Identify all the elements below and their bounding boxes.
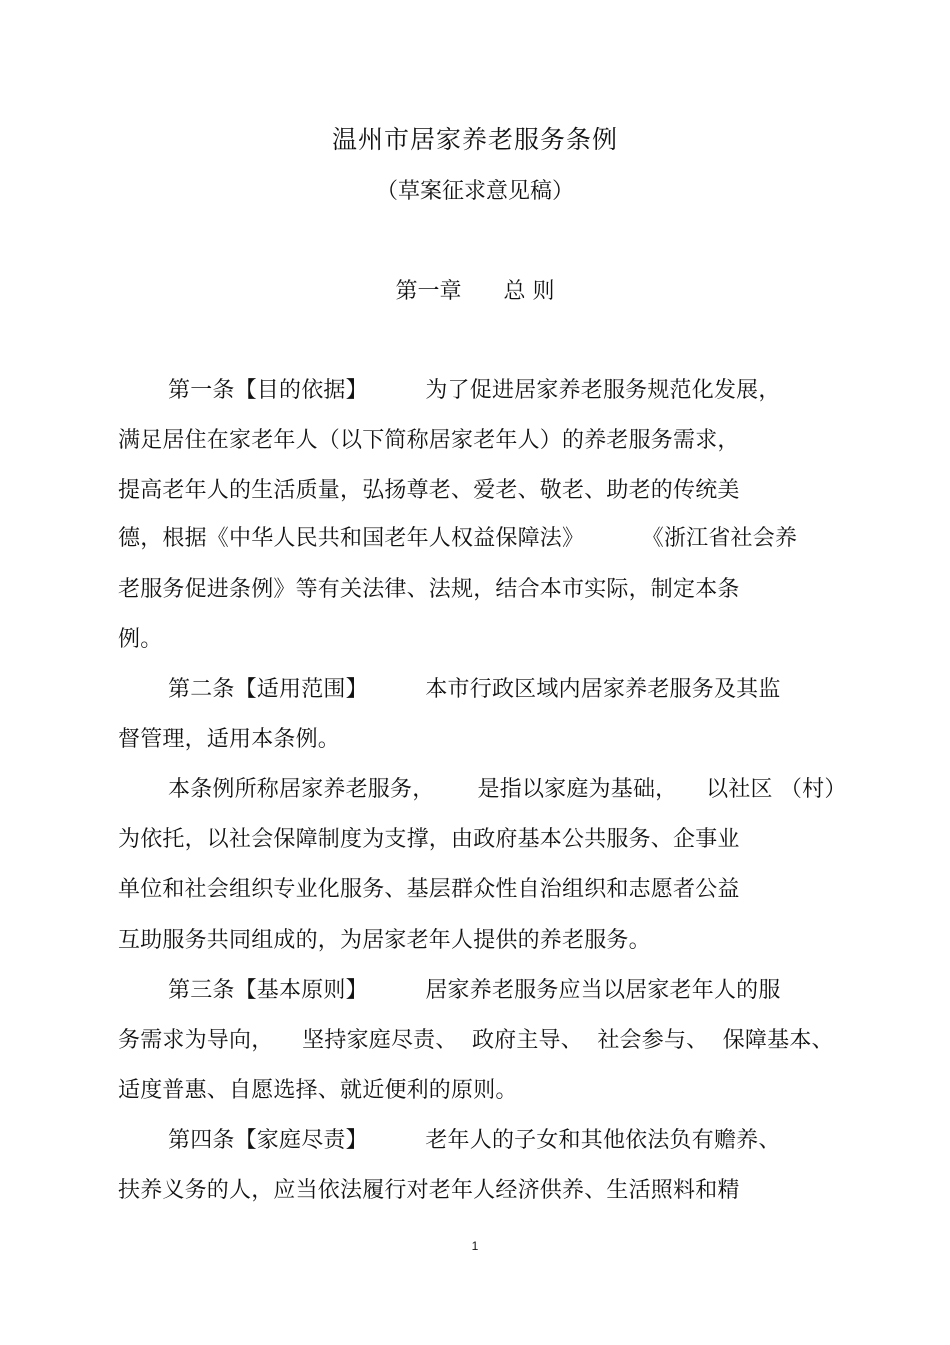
chapter-name: 总 则 <box>503 279 555 304</box>
article-1-line-2: 满足居住在家老年人（以下简称居家老年人）的养老服务需求， <box>118 428 740 453</box>
article-4-line-2: 扶养义务的人，应当依法履行对老年人经济供养、生活照料和精 <box>118 1178 740 1203</box>
article-3-line-2: 务需求为导向， 坚持家庭尽责、 政府主导、 社会参与、 保障基本、 <box>118 1028 834 1053</box>
chapter-number: 第一章 <box>395 279 462 304</box>
article-3-line-1: 第三条【基本原则】 居家养老服务应当以居家老年人的服 <box>168 978 781 1003</box>
article-1-line-4: 德，根据《中华人民共和国老年人权益保障法》 《浙江省社会养 <box>118 526 798 551</box>
page-number: 1 <box>471 1239 479 1253</box>
article-1-line-6: 例。 <box>118 627 163 652</box>
document-subtitle: （草案征求意见稿） <box>375 179 574 204</box>
article-2-line-2: 督管理，适用本条例。 <box>118 727 341 752</box>
article-1-line-5: 老服务促进条例》等有关法律、法规，结合本市实际，制定本条 <box>118 577 740 602</box>
article-2-paragraph-2-line-4: 互助服务共同组成的，为居家老年人提供的养老服务。 <box>118 928 651 953</box>
article-3-line-3: 适度普惠、自愿选择、就近便利的原则。 <box>118 1078 518 1103</box>
article-4-line-1: 第四条【家庭尽责】 老年人的子女和其他依法负有赡养、 <box>168 1128 781 1153</box>
article-2-line-1: 第二条【适用范围】 本市行政区域内居家养老服务及其监 <box>168 677 781 702</box>
article-2-paragraph-2-line-3: 单位和社会组织专业化服务、基层群众性自治组织和志愿者公益 <box>118 877 740 902</box>
document-title: 温州市居家养老服务条例 <box>331 125 618 154</box>
article-2-paragraph-2-line-1: 本条例所称居家养老服务， 是指以家庭为基础， 以社区 （村） <box>168 777 847 802</box>
article-2-paragraph-2-line-2: 为依托，以社会保障制度为支撑，由政府基本公共服务、企事业 <box>118 827 740 852</box>
chapter-gap <box>462 279 504 304</box>
article-1-line-3: 提高老年人的生活质量，弘扬尊老、爱老、敬老、助老的传统美 <box>118 478 740 503</box>
article-1-line-1: 第一条【目的依据】 为了促进居家养老服务规范化发展， <box>168 378 781 403</box>
chapter-heading <box>0 276 950 308</box>
